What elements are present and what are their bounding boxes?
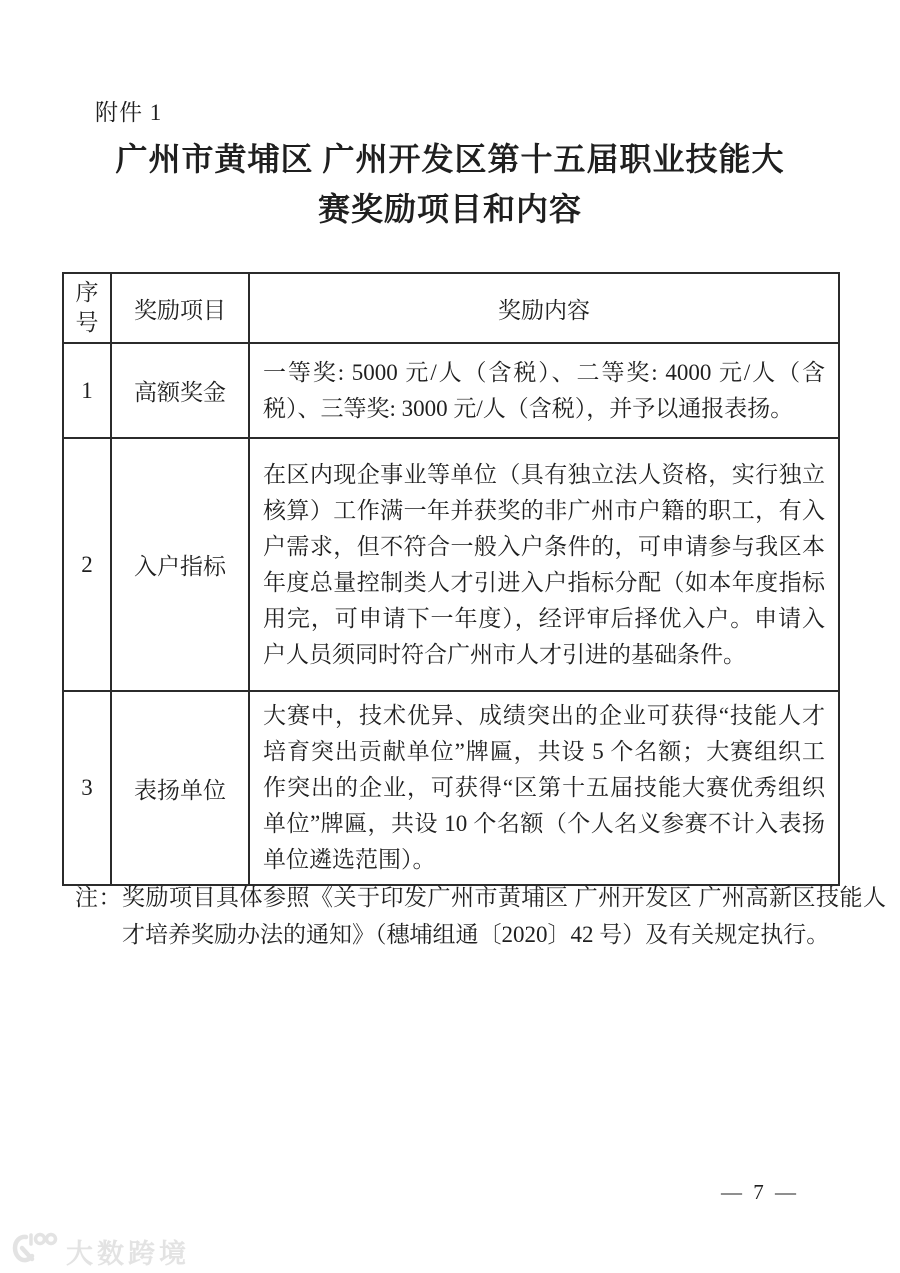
award-table	[62, 272, 840, 886]
watermark-text: 大数跨境	[66, 1239, 190, 1269]
header-cell-index	[63, 273, 111, 343]
cell-content: 一等奖: 5000 元/人（含税）、二等奖: 4000 元/人（含税）、三等奖: 3000 元/人（含税），并予以通报表扬。	[249, 343, 839, 438]
cell-content: 大赛中，技术优异、成绩突出的企业可获得“技能人才培育突出贡献单位”牌匾，共设 5 个名额；大赛组织工作突出的企业，可获得“区第十五届技能大赛优秀组织单位”牌匾，共设 10 个名额（个人名义参赛不计入表扬单位遴选范围）。	[249, 691, 839, 885]
cell-index: 2	[63, 438, 111, 691]
watermark	[12, 1232, 190, 1271]
cell-content: 在区内现企事业等单位（具有独立法人资格，实行独立核算）工作满一年并获奖的非广州市户籍的职工，有入户需求，但不符合一般入户条件的，可申请参与我区本年度总量控制类人才引进入户指标分配（如本年度指标用完，可申请下一年度），经评审后择优入户。申请入户人员须同时符合广州市人才引进的基础条件。	[249, 438, 839, 691]
cell-index: 3	[63, 691, 111, 885]
footnote-text: 奖励项目具体参照《关于印发广州市黄埔区 广州开发区 广州高新区技能人才培养奖励办法的通知》（穗埔组通〔2020〕42 号）及有关规定执行。	[122, 885, 886, 947]
page-number: — 7 —	[721, 1180, 799, 1204]
cell-project: 入户指标	[111, 438, 249, 691]
footnote-label: 注：	[75, 885, 122, 910]
cell-project: 高额奖金	[111, 343, 249, 438]
table-row	[63, 343, 839, 438]
document-title	[40, 134, 860, 234]
cell-index: 1	[63, 343, 111, 438]
attachment-label: 附件 1	[95, 100, 163, 125]
table-header-row	[63, 273, 839, 343]
document-title-line-2: 赛奖励项目和内容	[317, 191, 582, 227]
footnote	[75, 879, 886, 953]
table-row	[63, 691, 839, 885]
cell-project: 表扬单位	[111, 691, 249, 885]
header-index-label: 序号	[75, 280, 99, 335]
table-row	[63, 438, 839, 691]
dashu-kuajing-logo-icon	[12, 1232, 58, 1271]
header-cell-content: 奖励内容	[249, 273, 839, 343]
header-cell-project: 奖励项目	[111, 273, 249, 343]
document-title-line-1: 广州市黄埔区 广州开发区第十五届职业技能大	[115, 141, 785, 177]
